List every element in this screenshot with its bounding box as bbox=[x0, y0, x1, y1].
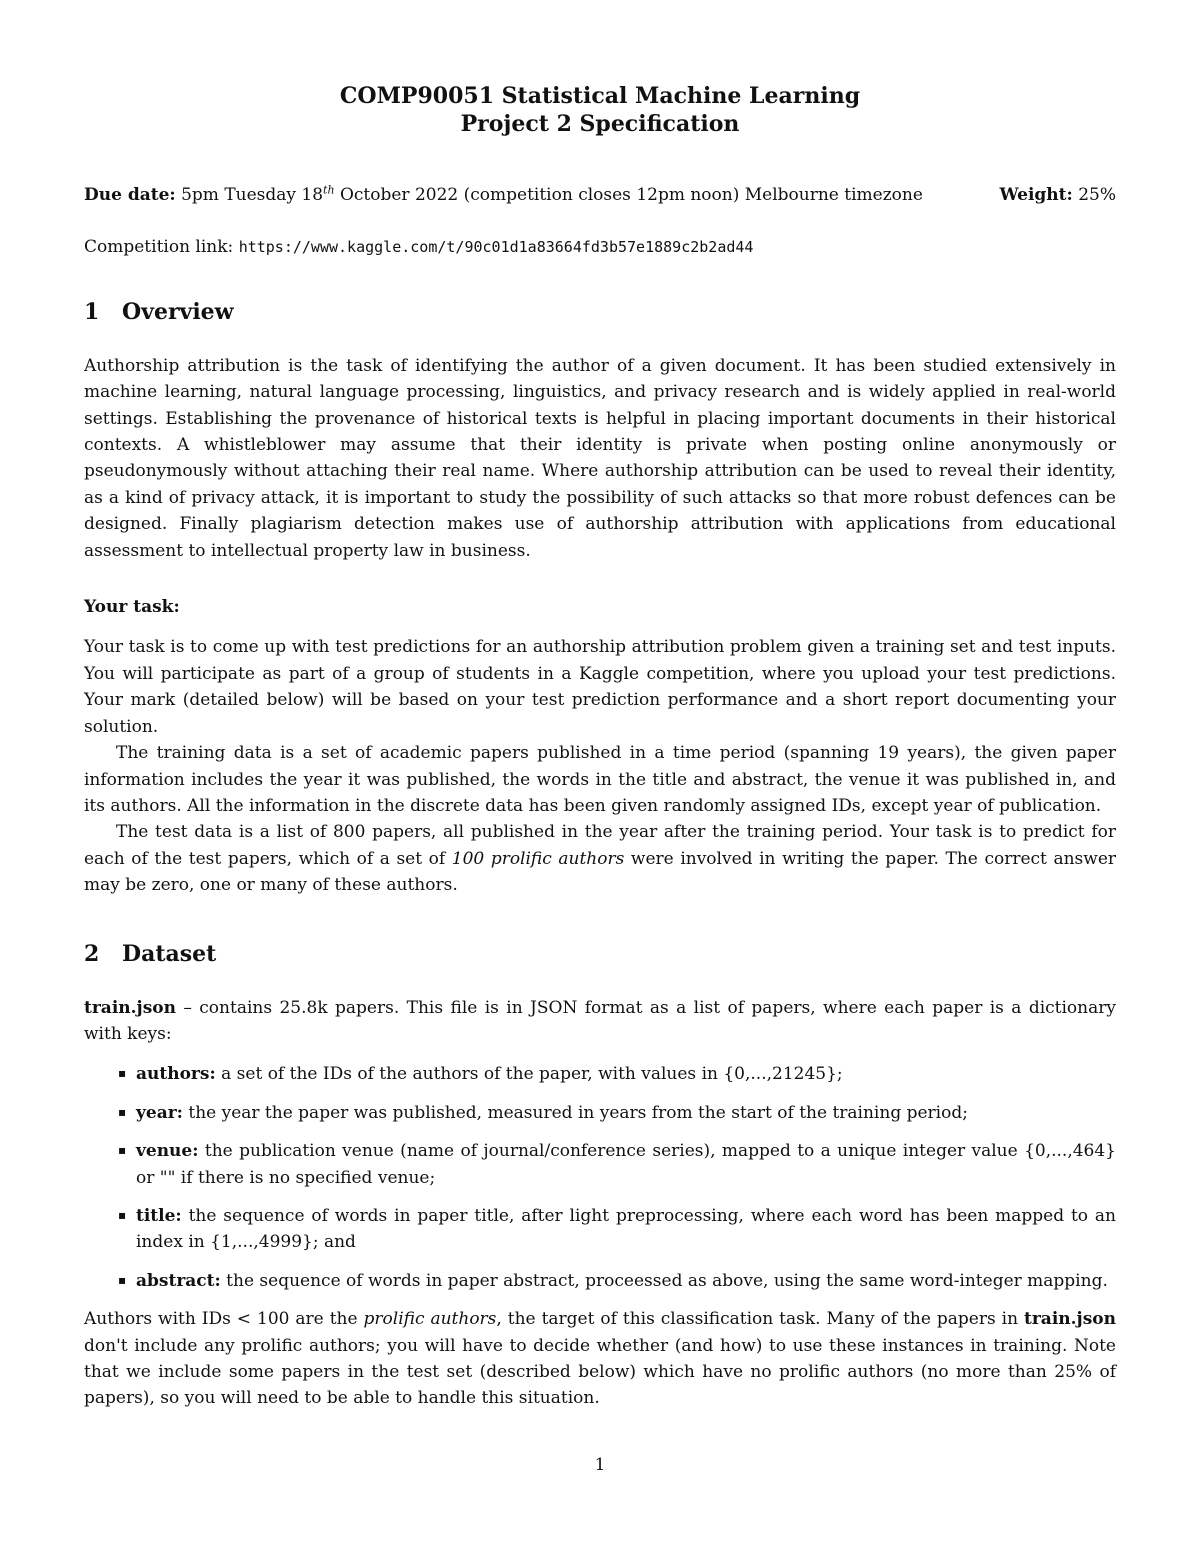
section-number: 1 bbox=[84, 298, 100, 325]
due-post: October 2022 (competition closes 12pm noon) Melbourne timezone bbox=[334, 185, 923, 205]
task-paragraph-3 bbox=[84, 819, 1116, 898]
closing-emphasis: prolific authors bbox=[363, 1309, 497, 1330]
closing-post: don't include any prolific authors; you will have to decide whether (and how) to use these instances in training. Note that we include some papers in the test set (described below) which have no prolific authors (no more than 25% of papers), so you will need to be able to handle this situation. bbox=[84, 1335, 1116, 1409]
due-label: Due date: bbox=[84, 185, 176, 205]
due-date bbox=[84, 182, 923, 208]
due-sup: th bbox=[323, 183, 335, 197]
task-paragraph-1: Your task is to come up with test predictions for an authorship attribution problem given a training set and test inputs. You will participate as part of a group of students in a Kaggle competition, where you upload your test predictions. Your mark (detailed below) will be based on your test prediction performance and a short report documenting your solution. bbox=[84, 637, 1116, 737]
closing-paragraph bbox=[84, 1306, 1116, 1412]
competition-url[interactable]: https://www.kaggle.com/t/90c01d1a83664fd3b57e1889c2b2ad44 bbox=[238, 238, 754, 257]
task-paragraph-2: The training data is a set of academic papers published in a time period (spanning 19 years), the given paper information includes the year it was published, the words in the title and abstract, the venue it was published in, and its authors. All the information in the discrete data has been given randomly assigned IDs, except year of publication. bbox=[84, 743, 1116, 816]
list-item bbox=[136, 1203, 1116, 1256]
list-item bbox=[136, 1100, 1116, 1126]
competition-link-line bbox=[84, 234, 1116, 260]
list-item bbox=[136, 1138, 1116, 1191]
item-text: the sequence of words in paper abstract, proceessed as above, using the same word-integer mapping. bbox=[220, 1270, 1108, 1291]
list-item bbox=[136, 1061, 1116, 1087]
closing-mid: , the target of this classification task. Many of the papers in bbox=[496, 1309, 1024, 1330]
weight bbox=[999, 182, 1116, 208]
section-title: Dataset bbox=[122, 940, 217, 967]
title-block bbox=[84, 82, 1116, 138]
item-text: the sequence of words in paper title, after light preprocessing, where each word has been mapped to an index in {1,...,4999}; and bbox=[136, 1205, 1116, 1253]
due-date-line bbox=[84, 182, 1116, 208]
list-item bbox=[136, 1268, 1116, 1294]
item-key: title: bbox=[136, 1205, 182, 1226]
your-task-heading: Your task: bbox=[84, 597, 180, 618]
train-file-label: train.json bbox=[84, 997, 176, 1018]
item-key: venue: bbox=[136, 1141, 199, 1162]
page-number: 1 bbox=[594, 1455, 606, 1475]
item-key: authors: bbox=[136, 1064, 216, 1085]
item-text: the publication venue (name of journal/conference series), mapped to a unique integer value {0,...,464} or "" if there is no specified venue; bbox=[136, 1141, 1116, 1188]
course-title: COMP90051 Statistical Machine Learning bbox=[339, 83, 861, 109]
train-description bbox=[84, 995, 1116, 1048]
section-heading-dataset bbox=[84, 939, 1116, 969]
competition-label: Competition link: bbox=[84, 237, 234, 258]
spec-title: Project 2 Specification bbox=[460, 111, 740, 137]
closing-pre: Authors with IDs < 100 are the bbox=[84, 1309, 364, 1330]
key-list bbox=[84, 1061, 1116, 1294]
closing-file: train.json bbox=[1024, 1309, 1116, 1330]
section-number: 2 bbox=[84, 940, 100, 967]
overview-paragraph: Authorship attribution is the task of identifying the author of a given document. It has been studied extensively in machine learning, natural language processing, linguistics, and privacy research and is widely applied in real-world settings. Establishing the provenance of historical texts is helpful in placing important documents in their historical contexts. A whistleblower may assume that their identity is private when posting online anonymously or pseudonymously without attaching their real name. Where authorship attribution can be used to reveal their identity, as a kind of privacy attack, it is important to study the possibility of such attacks so that more robust defences can be designed. Finally plagiarism detection makes use of authorship attribution with applications from educational assessment to intellectual property law in business. bbox=[84, 355, 1116, 561]
item-key: abstract: bbox=[136, 1270, 221, 1291]
item-key: year: bbox=[136, 1102, 183, 1123]
weight-value: 25% bbox=[1078, 185, 1116, 205]
weight-label: Weight: bbox=[999, 185, 1073, 205]
item-text: the year the paper was published, measured in years from the start of the training period; bbox=[182, 1102, 968, 1123]
train-desc: – contains 25.8k papers. This file is in JSON format as a list of papers, where each paper is a dictionary with keys: bbox=[84, 997, 1116, 1044]
section-heading-overview bbox=[84, 297, 1116, 327]
task-p3-emphasis: 100 prolific authors bbox=[451, 848, 625, 869]
task-p3-pre: The test data is a list of 800 papers, all published in the year after the training period. Your task is to predict for each of the test papers, which of a set of bbox=[84, 822, 1116, 869]
section-title: Overview bbox=[122, 298, 234, 325]
item-text: a set of the IDs of the authors of the paper, with values in {0,...,21245}; bbox=[215, 1064, 843, 1085]
task-p3-post: were involved in writing the paper. The correct answer may be zero, one or many of these authors. bbox=[84, 848, 1117, 896]
due-pre: 5pm Tuesday 18 bbox=[181, 185, 324, 205]
